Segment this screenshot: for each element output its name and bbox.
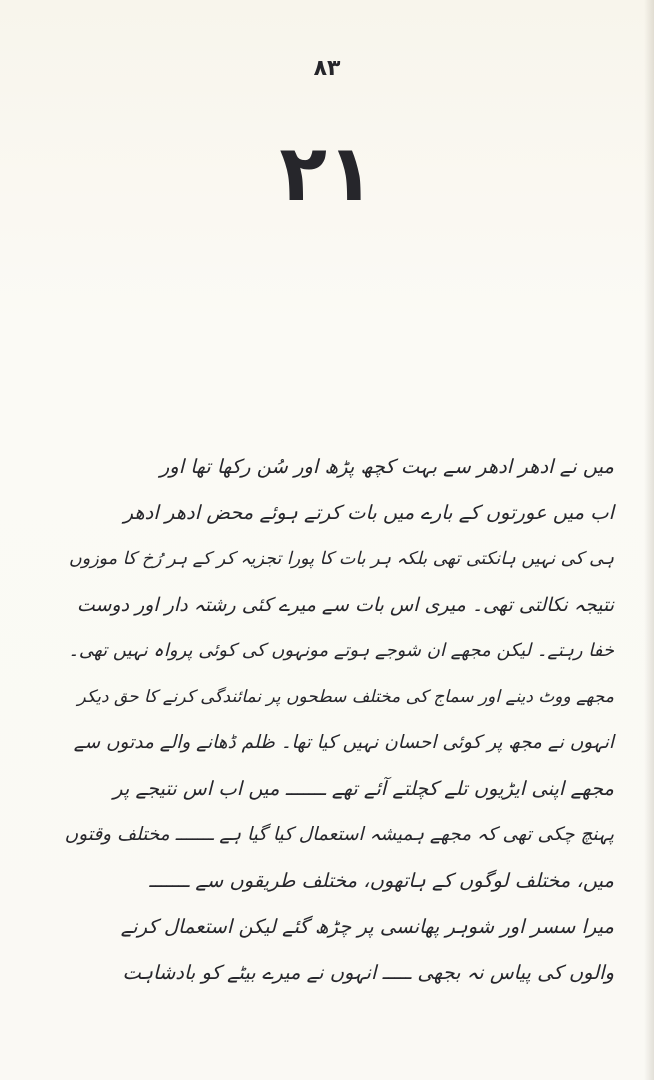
text-line: مجھے ووٹ دینے اور سماج کی مختلف سطحوں پر نمائندگی کرنے کا حق دیکر — [77, 687, 614, 707]
page-number: ۸۳ — [313, 56, 341, 81]
text-line: میں نے ادھر ادھر سے بہت کچھ پڑھ اور سُن رکھا تھا اور — [159, 455, 614, 478]
text-line: نتیجہ نکالتی تھی۔ میری اس بات سے میرے کئی رشتہ دار اور دوست — [76, 594, 614, 616]
text-line: اب میں عورتوں کے بارے میں بات کرتے ہوئے محض ادھر ادھر — [123, 501, 614, 524]
chapter-number: ۲۱ — [279, 129, 375, 219]
text-line: میرا سسر اور شوہر پھانسی پر چڑھ گئے لیکن استعمال کرنے — [120, 915, 614, 938]
text-line: والوں کی پیاس نہ بجھی ـــــ انہوں نے میرے بیٹے کو بادشاہت — [122, 961, 614, 984]
text-line: خفا رہتے۔ لیکن مجھے ان شوجے ہوتے مونہوں کی کوئی پرواہ نہیں تھی۔ — [68, 640, 614, 661]
text-line: انہوں نے مجھ پر کوئی احسان نہیں کیا تھا۔ ظلم ڈھانے والے مدتوں سے — [73, 732, 614, 753]
body-text — [66, 444, 614, 996]
text-line: ہی کی نہیں ہانکتی تھی بلکہ ہر بات کا پورا تجزیہ کر کے ہر رُخ کا موزوں — [68, 549, 614, 569]
text-line: میں، مختلف لوگوں کے ہاتھوں، مختلف طریقوں سے ـــــــ — [149, 869, 614, 892]
text-line: مجھے اپنی ایڑیوں تلے کچلتے آئے تھے ـــــــ میں اب اس نتیجے پر — [113, 777, 614, 800]
text-line: پہنچ چکی تھی کہ مجھے ہمیشہ استعمال کیا گیا ہے ـــــــ مختلف وقتوں — [64, 824, 614, 845]
